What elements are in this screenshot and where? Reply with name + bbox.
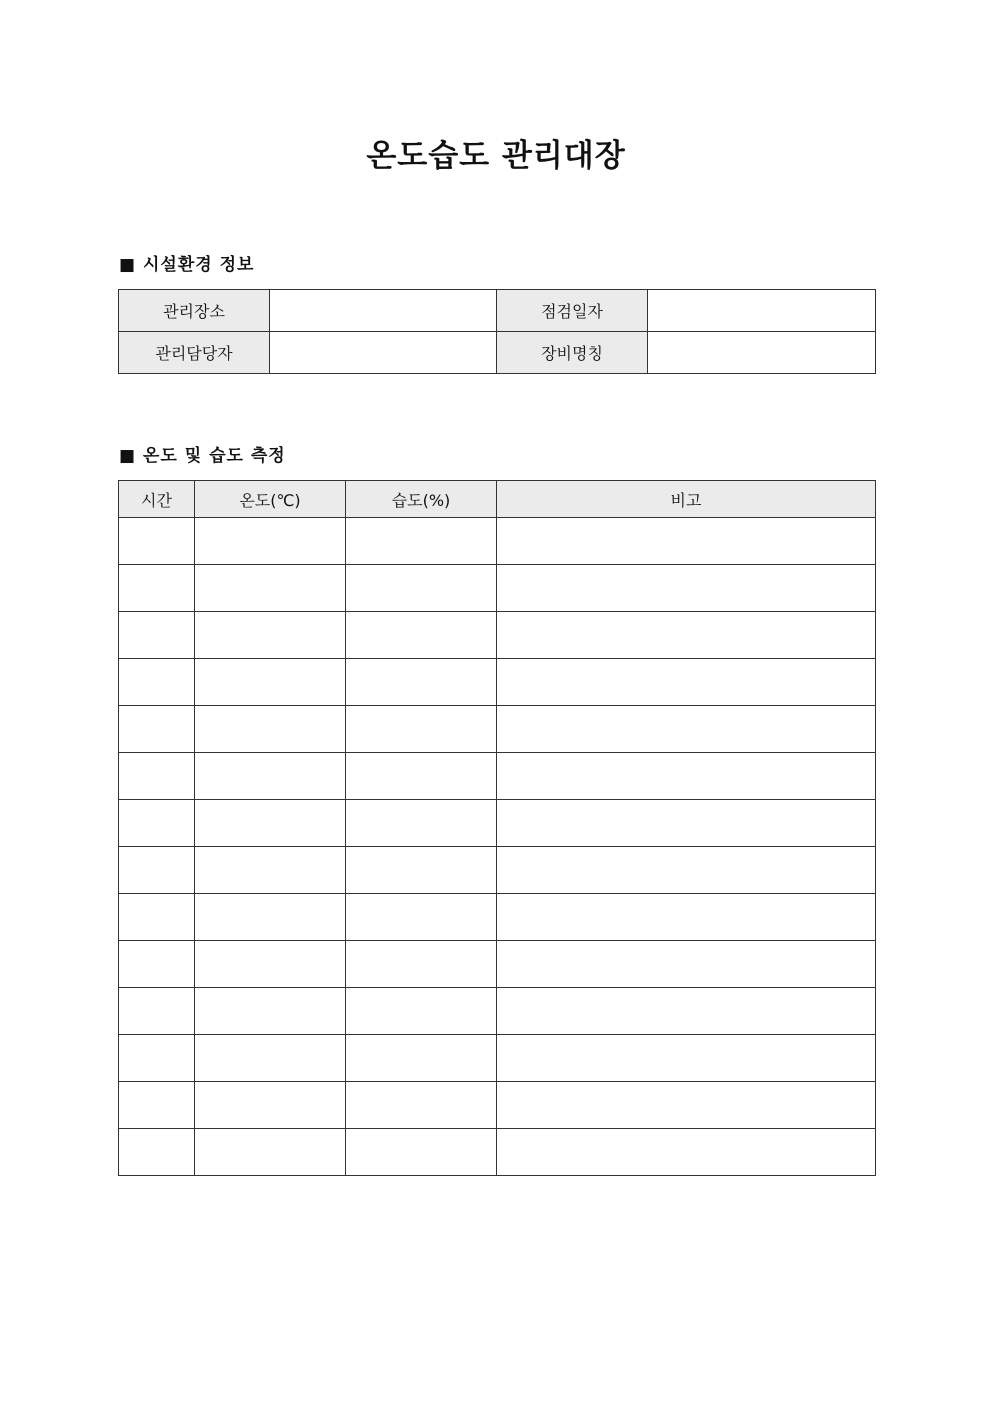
temperature-cell[interactable] bbox=[195, 1129, 346, 1176]
temperature-cell[interactable] bbox=[195, 612, 346, 659]
inspection-date-field[interactable] bbox=[648, 290, 876, 332]
location-label: 관리장소 bbox=[119, 290, 270, 332]
temperature-cell[interactable] bbox=[195, 565, 346, 612]
humidity-cell[interactable] bbox=[346, 518, 497, 565]
table-row bbox=[119, 518, 876, 565]
measurement-table bbox=[118, 480, 876, 1176]
time-cell[interactable] bbox=[119, 800, 195, 847]
measurement-header-row bbox=[119, 481, 876, 518]
remarks-cell[interactable] bbox=[497, 800, 876, 847]
measurement-heading: ■ 온도 및 습도 측정 bbox=[119, 446, 286, 466]
temperature-cell[interactable] bbox=[195, 1035, 346, 1082]
table-row bbox=[119, 941, 876, 988]
humidity-cell[interactable] bbox=[346, 941, 497, 988]
remarks-cell[interactable] bbox=[497, 612, 876, 659]
humidity-cell[interactable] bbox=[346, 988, 497, 1035]
temperature-cell[interactable] bbox=[195, 753, 346, 800]
time-cell[interactable] bbox=[119, 847, 195, 894]
equipment-label: 장비명칭 bbox=[497, 332, 648, 374]
info-row bbox=[119, 332, 876, 374]
remarks-cell[interactable] bbox=[497, 1129, 876, 1176]
time-cell[interactable] bbox=[119, 706, 195, 753]
equipment-field[interactable] bbox=[648, 332, 876, 374]
remarks-cell[interactable] bbox=[497, 518, 876, 565]
humidity-cell[interactable] bbox=[346, 612, 497, 659]
time-cell[interactable] bbox=[119, 612, 195, 659]
remarks-cell[interactable] bbox=[497, 847, 876, 894]
time-cell[interactable] bbox=[119, 1082, 195, 1129]
inspection-date-label: 점검일자 bbox=[497, 290, 648, 332]
temperature-cell[interactable] bbox=[195, 894, 346, 941]
time-cell[interactable] bbox=[119, 1129, 195, 1176]
remarks-cell[interactable] bbox=[497, 894, 876, 941]
time-column-header: 시간 bbox=[119, 481, 195, 518]
table-row bbox=[119, 753, 876, 800]
remarks-cell[interactable] bbox=[497, 1035, 876, 1082]
table-row bbox=[119, 1129, 876, 1176]
humidity-cell[interactable] bbox=[346, 847, 497, 894]
manager-field[interactable] bbox=[270, 332, 497, 374]
time-cell[interactable] bbox=[119, 1035, 195, 1082]
remarks-column-header: 비고 bbox=[497, 481, 876, 518]
temperature-cell[interactable] bbox=[195, 518, 346, 565]
location-field[interactable] bbox=[270, 290, 497, 332]
manager-label: 관리담당자 bbox=[119, 332, 270, 374]
temperature-cell[interactable] bbox=[195, 706, 346, 753]
humidity-cell[interactable] bbox=[346, 800, 497, 847]
temperature-cell[interactable] bbox=[195, 847, 346, 894]
temperature-cell[interactable] bbox=[195, 941, 346, 988]
measurement-rows bbox=[119, 518, 876, 1176]
table-row bbox=[119, 659, 876, 706]
facility-info-heading: ■ 시설환경 정보 bbox=[119, 255, 255, 275]
time-cell[interactable] bbox=[119, 894, 195, 941]
facility-info-table bbox=[118, 289, 876, 374]
remarks-cell[interactable] bbox=[497, 941, 876, 988]
temperature-cell[interactable] bbox=[195, 800, 346, 847]
info-row bbox=[119, 290, 876, 332]
table-row bbox=[119, 894, 876, 941]
table-row bbox=[119, 988, 876, 1035]
remarks-cell[interactable] bbox=[497, 753, 876, 800]
humidity-cell[interactable] bbox=[346, 753, 497, 800]
humidity-cell[interactable] bbox=[346, 659, 497, 706]
time-cell[interactable] bbox=[119, 565, 195, 612]
time-cell[interactable] bbox=[119, 518, 195, 565]
humidity-cell[interactable] bbox=[346, 1035, 497, 1082]
time-cell[interactable] bbox=[119, 753, 195, 800]
time-cell[interactable] bbox=[119, 659, 195, 706]
table-row bbox=[119, 847, 876, 894]
table-row bbox=[119, 800, 876, 847]
table-row bbox=[119, 706, 876, 753]
table-row bbox=[119, 1082, 876, 1129]
humidity-cell[interactable] bbox=[346, 894, 497, 941]
remarks-cell[interactable] bbox=[497, 988, 876, 1035]
time-cell[interactable] bbox=[119, 941, 195, 988]
temperature-cell[interactable] bbox=[195, 659, 346, 706]
humidity-cell[interactable] bbox=[346, 1129, 497, 1176]
remarks-cell[interactable] bbox=[497, 1082, 876, 1129]
table-row bbox=[119, 565, 876, 612]
temperature-column-header: 온도(℃) bbox=[195, 481, 346, 518]
humidity-column-header: 습도(%) bbox=[346, 481, 497, 518]
time-cell[interactable] bbox=[119, 988, 195, 1035]
remarks-cell[interactable] bbox=[497, 659, 876, 706]
temperature-cell[interactable] bbox=[195, 988, 346, 1035]
remarks-cell[interactable] bbox=[497, 565, 876, 612]
table-row bbox=[119, 612, 876, 659]
temperature-cell[interactable] bbox=[195, 1082, 346, 1129]
remarks-cell[interactable] bbox=[497, 706, 876, 753]
humidity-cell[interactable] bbox=[346, 1082, 497, 1129]
humidity-cell[interactable] bbox=[346, 706, 497, 753]
table-row bbox=[119, 1035, 876, 1082]
page-title: 온도습도 관리대장 bbox=[366, 138, 626, 174]
humidity-cell[interactable] bbox=[346, 565, 497, 612]
